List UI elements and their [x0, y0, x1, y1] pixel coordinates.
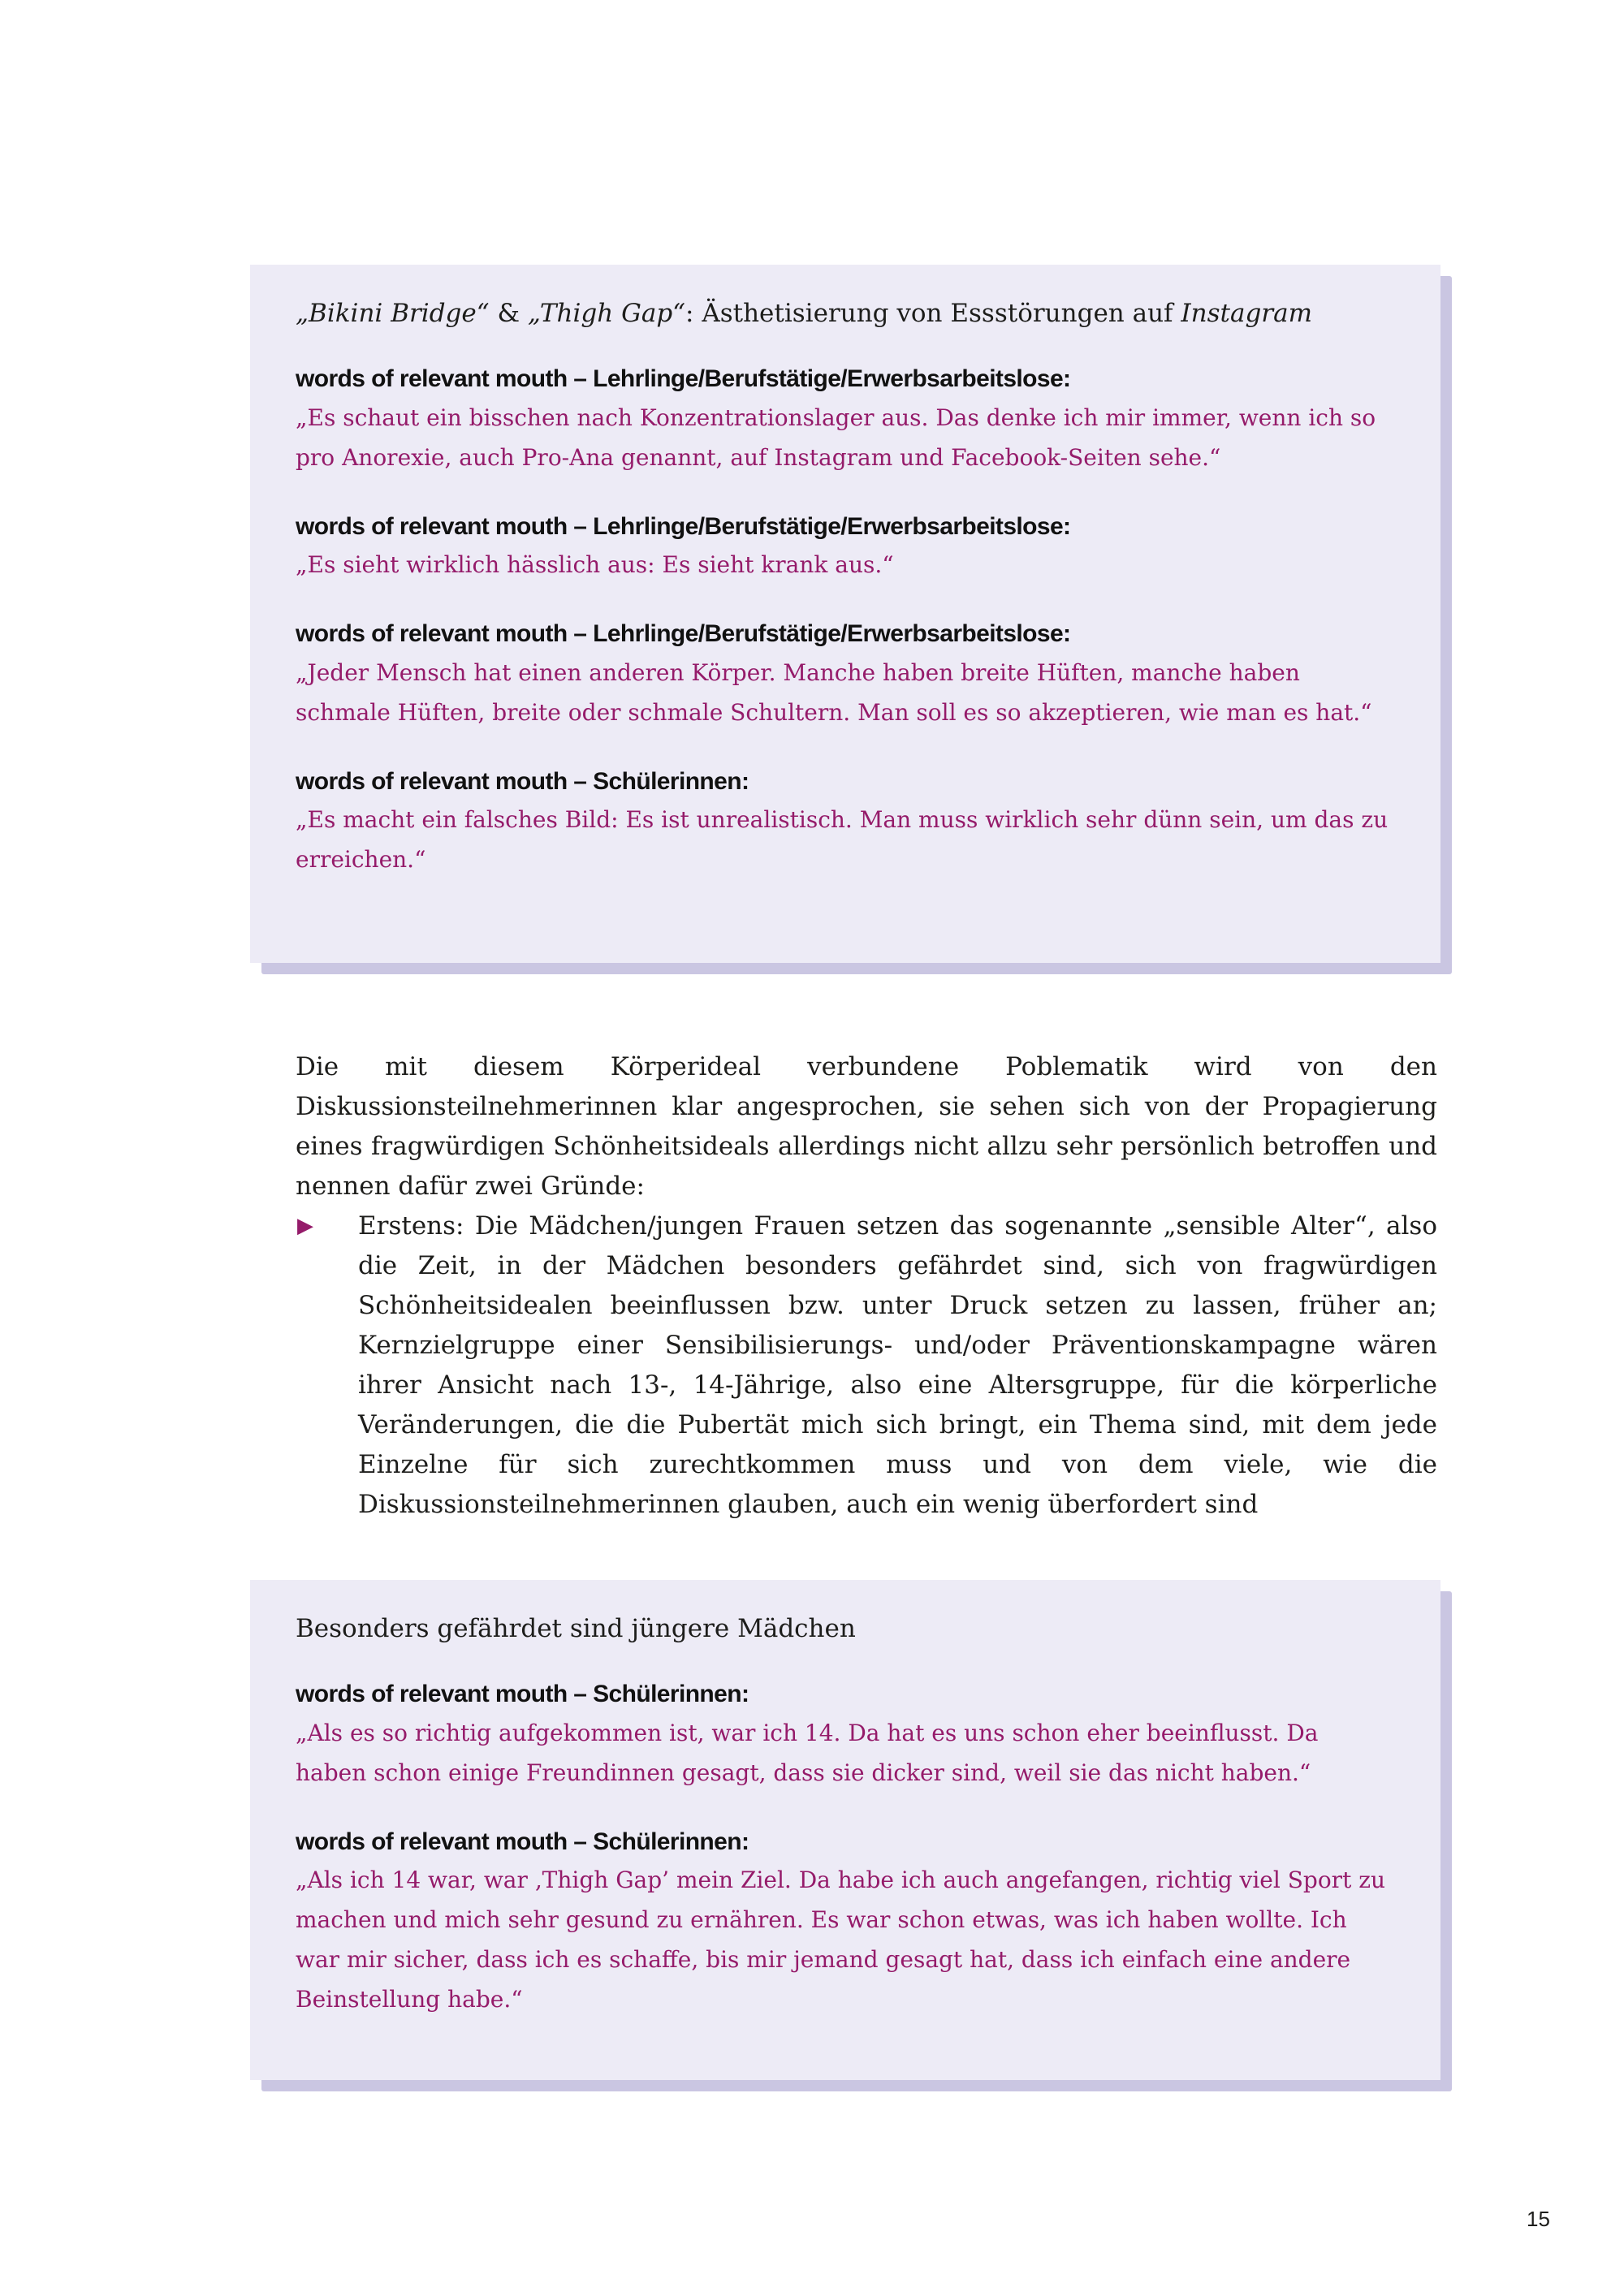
quote-block [296, 1827, 1395, 2020]
quote-text: „Als es so richtig aufgekommen ist, war ich 14. Da hat es uns schon eher beeinflusst. Da haben schon einige Freundinnen gesagt, dass sie dicker sind, weil sie das nicht haben.“ [296, 1719, 1319, 1786]
speaker-label: words of relevant mouth – Schülerinnen: [296, 1828, 749, 1855]
speaker-label: words of relevant mouth – Lehrlinge/Berufstätige/Erwerbsarbeitslose: [296, 365, 1071, 393]
body-text [296, 1047, 1437, 1525]
quote-block [296, 364, 1395, 477]
quote-box-bikini-bridge [250, 265, 1440, 963]
quote-text: „Es schaut ein bisschen nach Konzentrationslager aus. Das denke ich mir immer, wenn ich so pro Anorexie, auch Pro-Ana genannt, auf Instagram und Facebook-Seiten sehe.“ [296, 404, 1376, 471]
quote-text: „Jeder Mensch hat einen anderen Körper. Manche haben breite Hüften, manche haben schmale Hüften, breite oder schmale Schultern. Man soll es so akzeptieren, wie man es hat.“ [296, 658, 1372, 726]
speaker-label: words of relevant mouth – Lehrlinge/Berufstätige/Erwerbsarbeitslose: [296, 620, 1071, 648]
speaker-label: words of relevant mouth – Schülerinnen: [296, 767, 749, 795]
quote-block [296, 619, 1395, 732]
box-title [296, 297, 1395, 330]
quote-box-content [250, 1580, 1440, 2080]
quote-box-content [250, 265, 1440, 963]
quote-block [296, 1679, 1395, 1793]
body-paragraph: Die mit diesem Körperideal verbundene Poblematik wird von den Diskussionsteilnehmerinnen klar angesprochen, sie sehen sich von der Propagierung eines fragwürdigen Schönheitsideals allerdings nicht allzu sehr persönlich betroffen und nennen dafür zwei Gründe: [296, 1052, 1437, 1201]
title-platform: Instagram [1181, 299, 1312, 328]
bullet-list [296, 1206, 1437, 1525]
title-thigh-gap: „Thigh Gap“ [527, 299, 686, 328]
quote-text: „Als ich 14 war, war ‚Thigh Gap’ mein Ziel. Da habe ich auch angefangen, richtig viel Sport zu machen und mich sehr gesund zu ernähren. Es war schon etwas, was ich haben wollte. Ich war mir sicher, dass ich es schaffe, bis mir jemand gesagt hat, dass ich einfach eine andere Beinstellung habe.“ [296, 1867, 1386, 2013]
title-ampersand: & [489, 299, 528, 328]
bullet-text: Erstens: Die Mädchen/jungen Frauen setzen das sogenannte „sensible Alter“, also die Zeit, in der Mädchen besonders gefährdet sind, sich von fragwürdigen Schönheitsidealen beeinflussen bzw. unter Druck setzen zu lassen, früher an; Kernzielgruppe einer Sensibilisierungs- und/oder Präventionskampagne wären ihrer Ansicht nach 13-, 14-Jährige, also eine Altersgruppe, für die körperliche Veränderungen, die die Pubertät mich sich bringt, ein Thema sind, mit dem jede Einzelne für sich zurechtkommen muss und von dem viele, wie die Diskussionsteilnehmerinnen glauben, auch ein wenig überfordert sind [358, 1211, 1437, 1519]
quote-box-younger-girls [250, 1580, 1440, 2080]
quote-block [296, 766, 1395, 880]
quote-text: „Es macht ein falsches Bild: Es ist unrealistisch. Man muss wirklich sehr dünn sein, um das zu erreichen.“ [296, 806, 1389, 874]
quote-block [296, 511, 1395, 585]
bullet-item [296, 1206, 1437, 1525]
title-rest: : Ästhetisierung von Essstörungen auf [685, 299, 1181, 328]
page-number: 15 [1527, 2207, 1550, 2231]
speaker-label: words of relevant mouth – Schülerinnen: [296, 1681, 749, 1708]
speaker-label: words of relevant mouth – Lehrlinge/Berufstätige/Erwerbsarbeitslose: [296, 512, 1071, 540]
box-title: Besonders gefährdet sind jüngere Mädchen [296, 1614, 856, 1643]
title-bikini-bridge: „Bikini Bridge“ [296, 299, 490, 328]
quote-text: „Es sieht wirklich hässlich aus: Es sieht krank aus.“ [296, 551, 894, 579]
triangle-bullet-icon: ▶ [297, 1214, 313, 1238]
